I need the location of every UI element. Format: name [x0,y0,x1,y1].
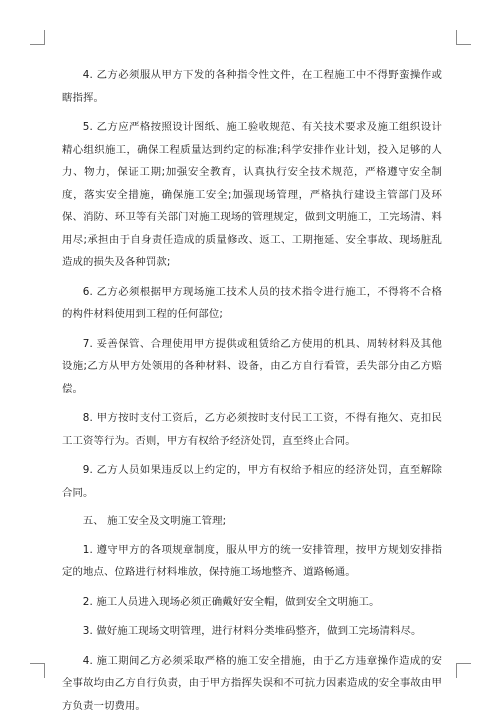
paragraph-safety-2: 2. 施工人员进入现场必须正确戴好安全帽，做到安全文明施工。 [82,595,380,608]
paragraph-clause-5: 5. 乙方应严格按照设计图纸、施工验收规范、有关技术要求及施工组织设计精心组织施工，确保工程质量达到约定的标准;科学安排作业计划，投入足够的人力、物力，保证工期;加强安全教育，认真执行安全技术规范，严格遵守安全制度，落实安全措施，确保施工安全;加强现场管理，严格执行建设主管部门及环保、消防、环卫等有关部门对施工现场的管理规定，做到文明施工，工完场清、料用尽;承担由于自身责任造成的质量修改、返工、工期拖延、安全事故、现场脏乱造成的损失及各种罚款; [62,121,442,268]
crop-mark-top-right [456,30,471,45]
paragraph-clause-8: 8. 甲方按时支付工资后，乙方必须按时支付民工工资，不得有拖欠、克扣民工工资等行为。否则，甲方有权给予经济处罚，直至终止合同。 [62,412,442,447]
paragraph-safety-3: 3. 做好施工现场文明管理，进行材料分类堆码整齐，做到工完场清料尽。 [82,625,422,637]
paragraph-safety-4: 4. 施工期间乙方必须采取严格的施工安全措施，由于乙方违章操作造成的安全事故均由乙方自行负责，由于甲方指挥失误和不可抗力因素造成的安全事故由甲方负责一切费用。 [62,654,442,712]
section-heading-safety: 五、 施工安全及文明施工管理; [82,515,227,527]
paragraph-safety-1: 1. 遵守甲方的各项规章制度，服从甲方的统一安排管理，按甲方规划安排指定的地点、位路进行材料堆放，保持施工场地整齐、道路畅通。 [62,543,442,578]
crop-mark-bottom-left [30,663,45,678]
paragraph-clause-9: 9. 乙方人员如果违反以上约定的，甲方有权给予相应的经济处罚，直至解除合同。 [62,464,442,499]
crop-mark-bottom-right [456,663,471,678]
paragraph-clause-7: 7. 妥善保管、合理使用甲方提供或租赁给乙方使用的机具、周转材料及其他设施;乙方从甲方处领用的各种材料、设备，由乙方自行看管，丢失部分由乙方赔偿。 [62,337,442,395]
paragraph-clause-4: 4. 乙方必须服从甲方下发的各种指令性文件，在工程施工中不得野蛮操作或瞎指挥。 [62,69,442,104]
paragraph-clause-6: 6. 乙方必须根据甲方现场施工技术人员的技术指令进行施工，不得将不合格的构件材料使用到工程的任何部位; [62,285,442,320]
document-body [62,64,442,724]
crop-mark-top-left [30,30,45,45]
